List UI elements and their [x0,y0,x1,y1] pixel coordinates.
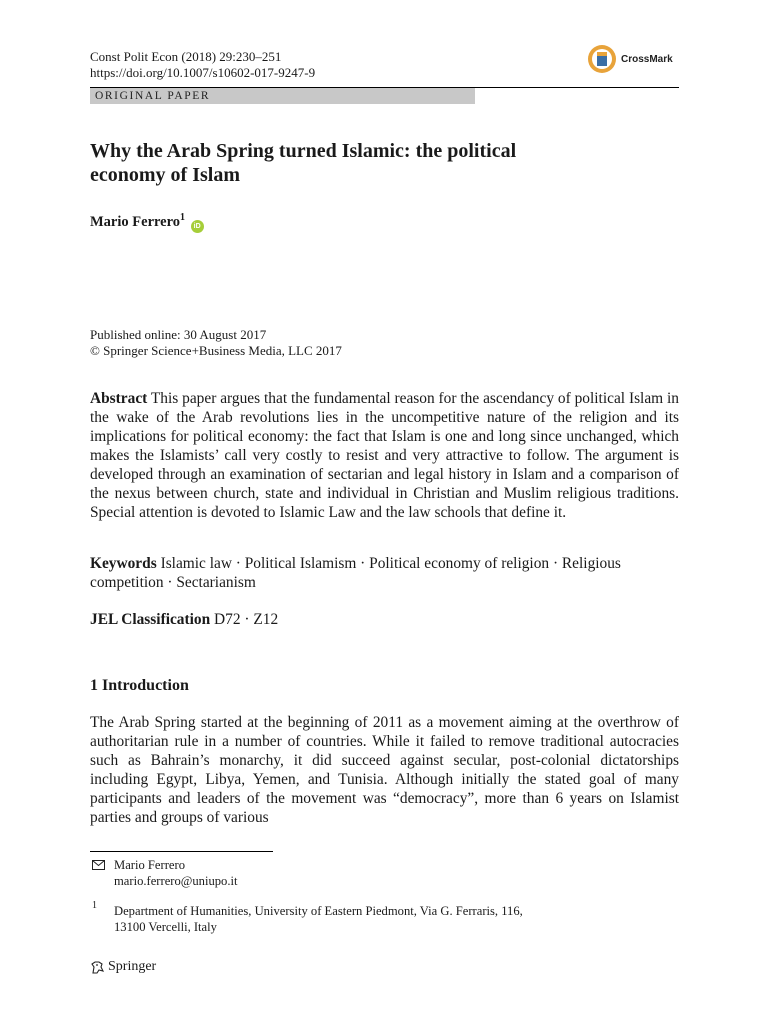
article-title [90,139,670,187]
author-affiliation-mark: 1 [180,212,186,223]
publisher-name: Springer [108,959,157,974]
copyright-notice: © Springer Science+Business Media, LLC 2017 [90,343,342,358]
abstract-text: This paper argues that the fundamental reason for the ascendancy of political Islam in the wake of the Arab revolutions lies in the uncompetitive nature of the religion and its implications for political economy: the fact that Islam is one and long since unchanged, which makes the Islamists’ call very costly to resist and very attractive to follow. The argument is developed through an examination of sectarian and legal history in Islam and a comparison of the nexus between church, state and individual in Christian and Muslim religious traditions. Special attention is devoted to Islamic Law and the law schools that define it. [90,390,679,521]
author-line [90,209,204,233]
springer-horse-icon [90,960,105,975]
title-line-2: economy of Islam [90,164,240,186]
published-date: Published online: 30 August 2017 [90,327,267,342]
envelope-icon [92,860,105,870]
affiliation-line-2: 13100 Vercelli, Italy [114,920,217,934]
title-line-1: Why the Arab Spring turned Islamic: the political [90,140,517,162]
affiliation-number: 1 [92,900,97,911]
crossmark-badge[interactable] [587,42,687,76]
publisher-logo [90,959,156,975]
author-name: Mario Ferrero [90,213,181,230]
section-heading: 1 Introduction [90,677,189,694]
crossmark-icon [587,44,617,74]
keywords-text: Islamic law · Political Islamism · Political economy of religion · Religious competition · Sectarianism [90,555,621,591]
jel-heading: JEL Classification [90,611,211,628]
keywords-heading: Keywords [90,555,157,572]
contact-email[interactable]: mario.ferrero@uniupo.it [114,874,238,888]
introduction-paragraph: The Arab Spring started at the beginning of 2011 as a movement aiming at the overthrow of authoritarian rule in a number of countries. While it failed to remove traditional autocracies such as Bahrain’s monarchy, it did succeed against secular, post-colonial dictatorships including Egypt, Libya, Yemen, and Tunisia. Although initially the stated goal of many participants and leaders of the movement was “democracy”, more than 6 years on Islamist parties and groups of various [90,714,679,826]
abstract-heading: Abstract [90,390,148,407]
journal-citation: Const Polit Econ (2018) 29:230–251 [90,49,282,64]
doi-link[interactable]: https://doi.org/10.1007/s10602-017-9247-9 [90,65,316,80]
contact-name: Mario Ferrero [114,858,185,872]
abstract [90,389,679,522]
keywords [90,554,679,592]
article-type-label: ORIGINAL PAPER [95,90,211,102]
affiliation-text [114,903,674,935]
footnote-rule [90,851,273,852]
orcid-icon[interactable]: iD [191,220,204,233]
affiliation-line-1: Department of Humanities, University of Eastern Piedmont, Via G. Ferraris, 116, [114,904,523,918]
jel-codes: D72 · Z12 [214,611,279,628]
crossmark-label: CrossMark [621,53,673,65]
jel-classification [90,610,679,629]
